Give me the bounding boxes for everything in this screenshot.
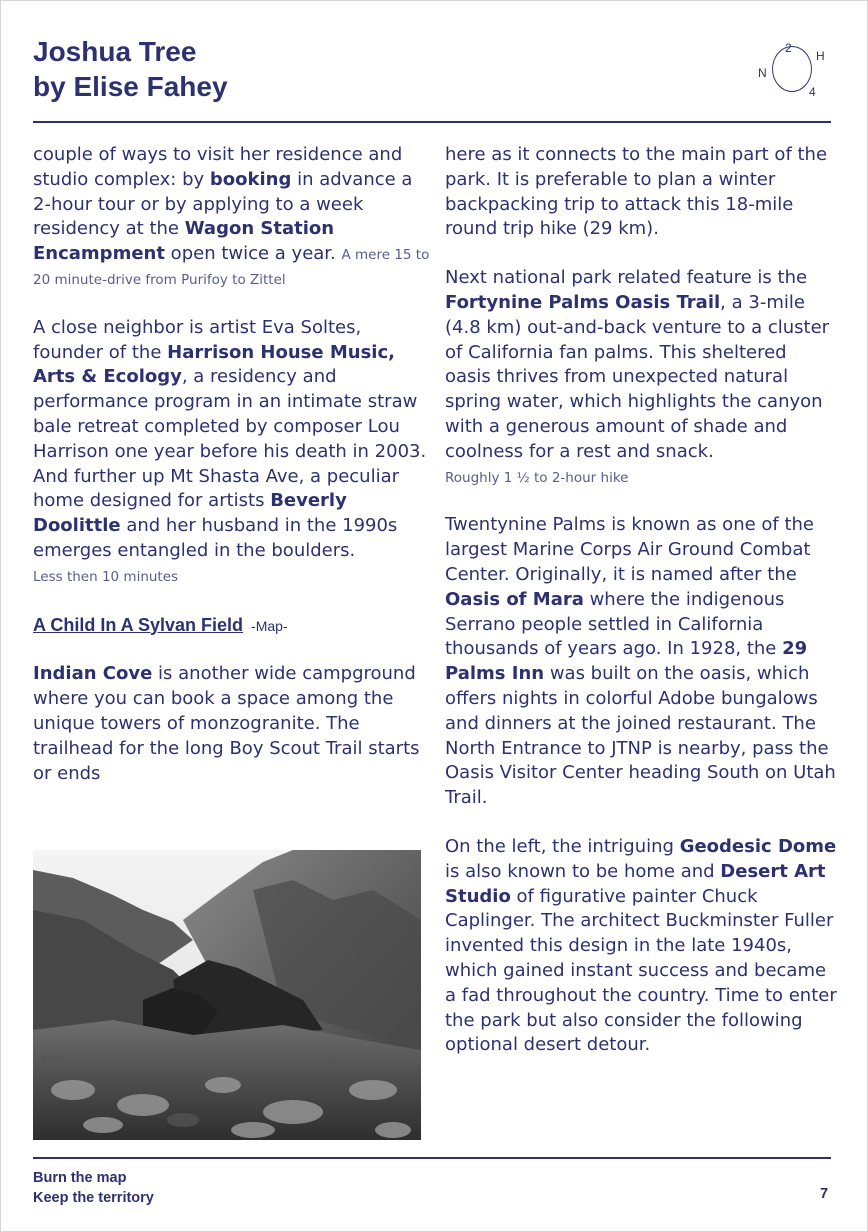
right-paragraph-3 [445,513,837,811]
text: where the indigenous Serrano people settled in California thousands of years ago. In 1928, the [445,588,785,660]
harrison-house-term: Harrison House Music, Arts & Ecology [33,341,395,388]
compass-h: H [816,49,825,63]
right-column [445,143,837,1082]
fortynine-palms-term: Fortynine Palms Oasis Trail [445,291,721,313]
right-paragraph-2 [445,266,837,489]
right-paragraph-1 [445,143,837,242]
beverly-doolittle-term: Beverly Doolittle [33,490,347,537]
text: is also known to be home and [445,860,721,882]
page-number: 7 [820,1186,829,1202]
title-line-1: Joshua Tree [33,36,197,67]
text: was built on the oasis, which offers nights in colorful Adobe bungalows and dinners at the joined restaurant. The North Entrance to JTNP is nearby, pass the Oasis Visitor Center heading South on Utah Trail. [445,663,836,809]
footer-tagline [33,1168,154,1208]
text: couple of ways to visit her residence and studio complex: by [33,144,403,190]
text: is another wide campground where you can book a space among the unique towers of monzogranite. The trailhead for the long Boy Scout Trail starts or ends [33,663,420,784]
left-paragraph-2 [33,316,433,589]
right-paragraph-4 [445,835,837,1058]
booking-term: booking [209,168,292,190]
footer-line-2: Keep the territory [33,1190,154,1206]
canyon-photo [33,850,421,1140]
text: in advance a 2-hour tour or by applying to a week residency at the [33,168,413,240]
left-column [33,143,433,810]
compass-four: 4 [809,85,816,99]
hike-note: Roughly 1 ½ to 2-hour hike [445,469,629,486]
text: , a 3-mile (4.8 km) out-and-back venture to a cluster of California fan palms. This sheltered oasis thrives from unexpected natural spring water, which highlights the canyon with a generous amount of shade and coolness for a rest and snack. [445,291,830,462]
left-paragraph-1 [33,143,433,292]
desert-art-studio-term: Desert Art Studio [445,860,826,907]
compass-n: N [758,66,767,80]
canyon-photo-image [33,850,421,1140]
page-title [33,34,228,104]
map-label: -Map- [251,617,288,634]
text: and her husband in the 1990s emerges entangled in the boulders. [33,515,398,561]
indian-cove-term: Indian Cove [33,663,153,685]
left-paragraph-3 [33,662,433,786]
compass-two: 2 [785,41,792,55]
header-rule [33,121,831,123]
oasis-of-mara-term: Oasis of Mara [445,588,584,610]
text: On the left, the intriguing [445,835,680,857]
text: A close neighbor is artist Eva Soltes, founder of the [33,316,362,363]
text: Twentynine Palms is known as one of the largest Marine Corps Air Ground Combat Center. Originally, it is named after the [445,514,815,585]
title-line-2: by Elise Fahey [33,71,228,102]
footer-rule [33,1157,831,1159]
text: open twice a year. [164,243,342,265]
geodesic-dome-term: Geodesic Dome [679,835,837,857]
text: Next national park related feature is the [445,267,808,289]
text: , a residency and performance program in an intimate straw bale retreat completed by composer Lou Harrison one year before his death in 2003. And further up Mt Shasta Ave, a peculiar home designed for artists [33,366,427,512]
footer-line-1: Burn the map [33,1170,127,1186]
distance-note: Less then 10 minutes [33,568,179,585]
drive-note: A mere 15 to 20 minute-drive from Purifoy to Zittel [33,247,430,288]
compass-ring [772,46,812,92]
text: here as it connects to the main part of the park. It is preferable to plan a winter backpacking trip to attack this 18-mile round trip hike (29 km). [445,144,828,240]
subheading [33,613,433,639]
sylvan-field-link[interactable]: A Child In A Sylvan Field [33,614,244,635]
palms-inn-term: 29 Palms Inn [445,638,808,685]
compass-logo [754,38,834,102]
wagon-station-term: Wagon Station Encampment [33,218,335,265]
text: of figurative painter Chuck Caplinger. The architect Buckminster Fuller invented this design in the late 1940s, which gained instant success and became a fad throughout the country. Time to enter the park but also consider the following optional desert detour. [445,885,837,1056]
